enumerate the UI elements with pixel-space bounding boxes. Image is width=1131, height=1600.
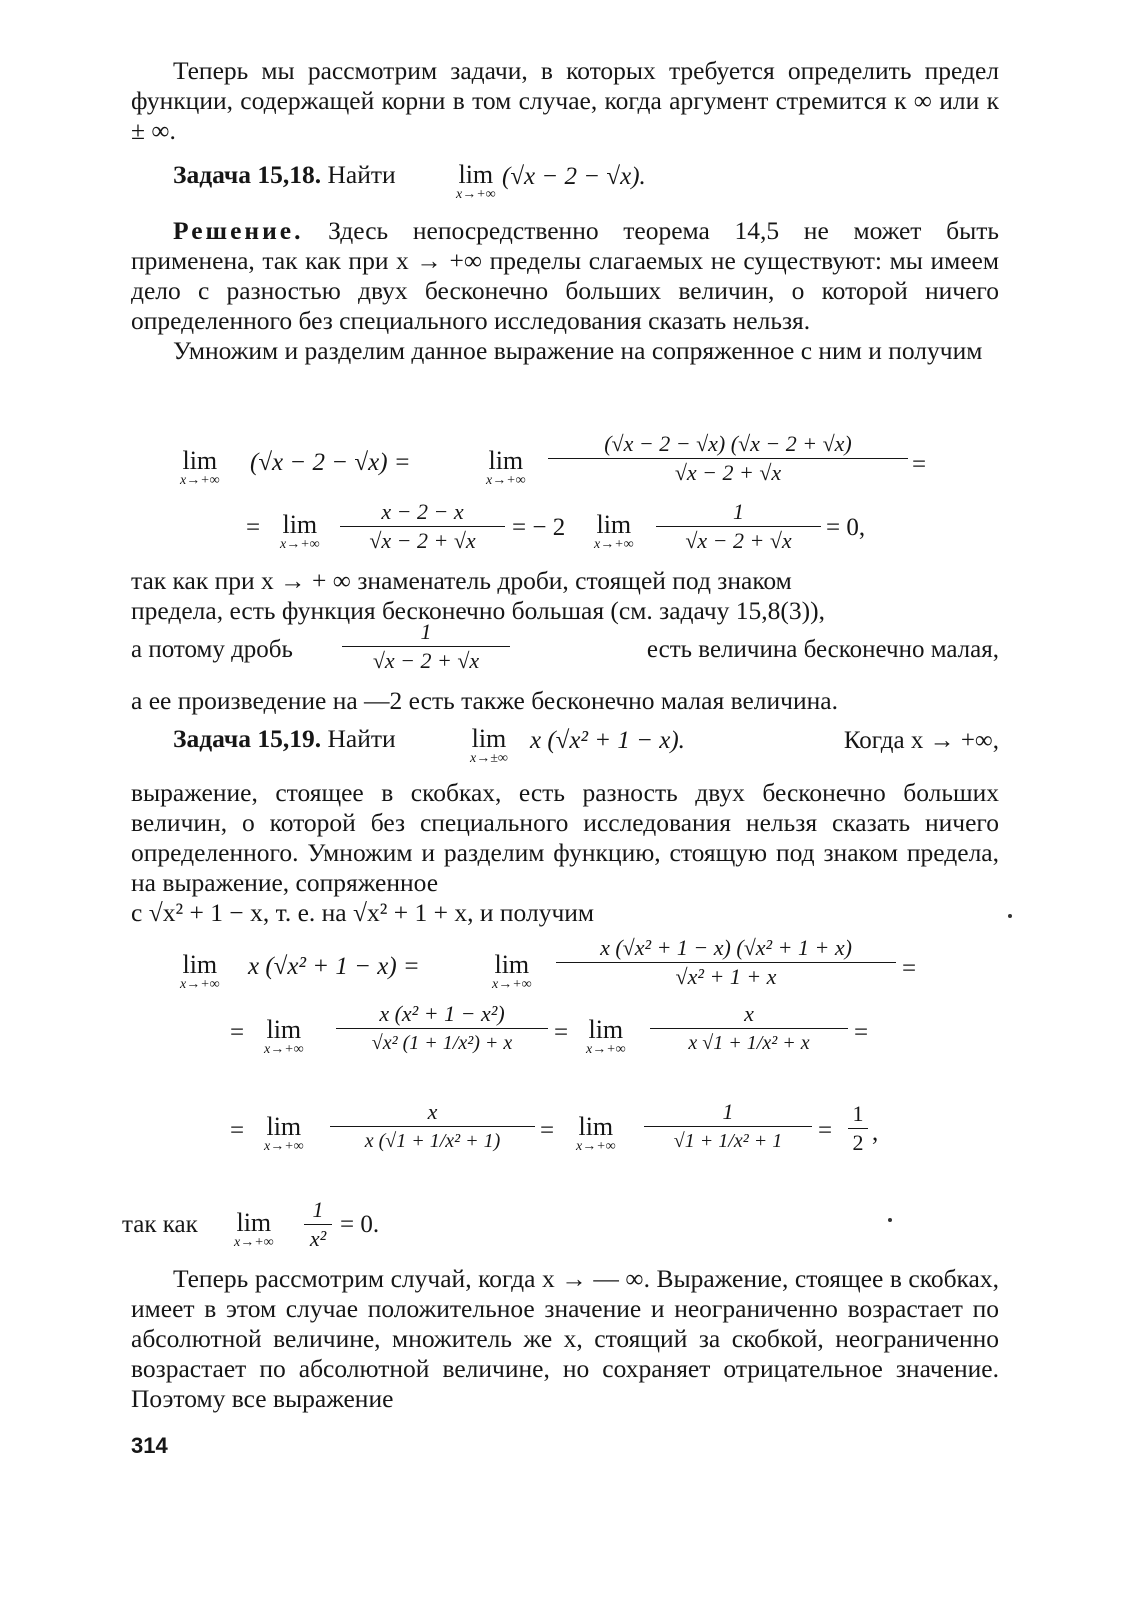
task2-last-line: с √x² + 1 − x, т. е. на √x² + 1 + x, и получим (131, 898, 595, 927)
lim-subscript: x→+∞ (234, 1235, 274, 1250)
lim-word: lim (494, 950, 530, 979)
final-text: Теперь рассмотрим случай, когда x → — ∞. Выражение, стоящее в скобках, имеет в этом случае положительное значение и неограниченно возрастает по абсолютной величине, множитель же x, стоящий за скобкой, неограниченно возрастает по абсолютной величине, но сохраняет отрицательное значение. Поэтому все выражение (131, 1264, 999, 1413)
fraction-bar (548, 458, 908, 459)
numerator: x (x² + 1 − x²) (379, 1001, 505, 1026)
since-fraction (304, 1198, 332, 1251)
explanation-1 (131, 566, 999, 626)
task2-expression: x (√x² + 1 − x). (530, 727, 685, 754)
solution-block (131, 216, 999, 366)
eq2-limit-2 (492, 952, 532, 992)
lim-subscript: x→+∞ (492, 977, 532, 992)
eq1-equals: = (912, 451, 927, 478)
lim-word: lim (266, 1112, 302, 1141)
lim-subscript: x→+∞ (280, 537, 320, 552)
intro-paragraph (131, 56, 999, 146)
eq1-fraction-3 (656, 500, 821, 553)
eq2-result-half (848, 1102, 868, 1155)
intro-text: Теперь мы рассмотрим задачи, в которых требуется определить предел функции, содержащей корни в том случае, когда аргумент стремится к ∞ или к ± ∞. (131, 56, 999, 145)
lim-word: lim (182, 950, 218, 979)
eq1-result: = 0, (826, 514, 866, 541)
eq2-fraction-2 (336, 1002, 548, 1055)
eq2-fraction-1 (556, 936, 896, 989)
denominator: √x² + 1 + x (675, 964, 777, 989)
eq1-limit-3 (280, 512, 320, 552)
task2-text: Найти (327, 724, 396, 753)
lim-word: lim (236, 1208, 272, 1237)
explanation-line-2: предела, есть функция бесконечно большая (см. задачу 15,8(3)), (131, 596, 825, 625)
lim-subscript: x→+∞ (586, 1042, 626, 1057)
eq1-mid: = − 2 (512, 514, 566, 541)
lim-subscript: x→+∞ (180, 473, 220, 488)
solution-paragraph-1: Здесь непосредственно теорема 14,5 не может быть применена, так как при x → +∞ пределы слагаемых не существуют: мы имеем дело с разностью двух бесконечно больших величин, о которой ничего определенного без специального исследования сказать нельзя. (131, 216, 1000, 335)
fraction-bar (650, 1028, 848, 1029)
lim-word: lim (588, 1015, 624, 1044)
eq1-limit-4 (594, 512, 634, 552)
since-text: так как (122, 1211, 198, 1238)
task2-label: Задача 15,19. (173, 724, 322, 753)
explanation-line-4-wrap (131, 686, 999, 716)
eq1-lhs: (√x − 2 − √x) = (250, 449, 411, 476)
explanation-fraction (342, 620, 510, 673)
lim-subscript: x→+∞ (264, 1139, 304, 1154)
numerator: x (√x² + 1 − x) (√x² + 1 + x) (600, 935, 852, 960)
lim-word: lim (596, 510, 632, 539)
task2-limit (470, 726, 508, 766)
eq2-fraction-4 (330, 1100, 535, 1153)
task2-tail: Когда x → +∞, (843, 727, 999, 754)
eq2-row3-equals-c: = (818, 1117, 833, 1144)
denominator: √x − 2 + √x (372, 648, 480, 673)
eq1-fraction-1 (548, 432, 908, 485)
since-result: = 0. (340, 1211, 380, 1238)
denominator: √x² (1 + 1/x²) + x (371, 1032, 513, 1054)
eq2-fraction-3 (650, 1002, 848, 1055)
print-speck (1008, 914, 1012, 918)
solution-label: Решение. (173, 216, 304, 245)
lim-subscript: x→+∞ (576, 1139, 616, 1154)
eq2-limit-5 (264, 1114, 304, 1154)
fraction-bar (848, 1128, 868, 1129)
denominator: x √1 + 1/x² + x (688, 1032, 810, 1054)
eq1-limit-2 (486, 448, 526, 488)
fraction-bar (342, 646, 510, 647)
numerator: (√x − 2 − √x) (√x − 2 + √x) (604, 431, 852, 456)
denominator: √x − 2 + √x (369, 528, 476, 553)
fraction-bar (330, 1126, 535, 1127)
final-paragraph (131, 1264, 999, 1414)
eq2-row3-equals-b: = (540, 1117, 555, 1144)
lim-subscript: x→+∞ (180, 977, 220, 992)
page-number: 314 (131, 1433, 168, 1458)
lim-subscript: x→+∞ (264, 1042, 304, 1057)
lim-word: lim (471, 724, 507, 753)
numerator: 1 (852, 1101, 864, 1126)
denominator: 2 (852, 1130, 864, 1155)
eq2-limit-4 (586, 1017, 626, 1057)
eq2-limit-6 (576, 1114, 616, 1154)
eq1-fraction-2 (340, 500, 505, 553)
explanation-line-1: так как при x → + ∞ знаменатель дроби, стоящей под знаком (131, 566, 792, 595)
fraction-bar (304, 1224, 332, 1225)
numerator: 1 (420, 619, 432, 644)
numerator: x (427, 1099, 438, 1124)
fraction-bar (556, 962, 896, 963)
denominator: x² (309, 1226, 327, 1251)
eq2-lhs: x (√x² + 1 − x) = (248, 953, 420, 980)
task2-body: выражение, стоящее в скобках, есть разность двух бесконечно больших величин, о которой без специального исследования нельзя сказать ничего определенного. Умножим и разделим функцию, стоящую под знаком предела, на выражение, сопряженное (131, 778, 999, 897)
lim-word: lim (578, 1112, 614, 1141)
eq2-limit-3 (264, 1017, 304, 1057)
eq2-row2-equals-b: = (554, 1019, 569, 1046)
explanation-line-3b: есть величина бесконечно малая, (646, 636, 999, 663)
eq2-comma: , (872, 1119, 879, 1146)
denominator: √1 + 1/x² + 1 (673, 1130, 783, 1152)
lim-subscript: x→+∞ (486, 473, 526, 488)
eq1-limit-1 (180, 448, 220, 488)
fraction-bar (656, 526, 821, 527)
denominator: √x − 2 + √x (674, 460, 782, 485)
solution-paragraph-2: Умножим и разделим данное выражение на сопряженное с ним и получим (173, 336, 983, 365)
eq2-row2-equals-c: = (854, 1019, 869, 1046)
fraction-bar (340, 526, 505, 527)
numerator: x − 2 − x (381, 499, 464, 524)
since-limit (234, 1210, 274, 1250)
eq2-equals: = (902, 955, 917, 982)
task1-label: Задача 15,18. (173, 160, 322, 189)
eq2-limit-1 (180, 952, 220, 992)
numerator: 1 (733, 499, 744, 524)
numerator: 1 (722, 1099, 734, 1124)
fraction-bar (644, 1126, 812, 1127)
denominator: √x − 2 + √x (685, 528, 792, 553)
lim-word: lim (488, 446, 524, 475)
task2-body-wrap (131, 778, 999, 928)
numerator: x (744, 1001, 754, 1026)
explanation-line-4: а ее произведение на —2 есть также бесконечно малая величина. (131, 686, 838, 715)
lim-subscript: x→±∞ (470, 751, 508, 766)
lim-word: lim (282, 510, 318, 539)
task1-text: Найти (327, 160, 396, 189)
eq2-fraction-5 (644, 1100, 812, 1153)
lim-word: lim (458, 160, 494, 189)
lim-subscript: x→+∞ (594, 537, 634, 552)
eq2-row3-equals: = (230, 1117, 245, 1144)
print-speck (888, 1218, 892, 1222)
eq2-row2-equals: = (230, 1019, 245, 1046)
explanation-line-3a: а потому дробь (131, 636, 293, 663)
lim-word: lim (266, 1015, 302, 1044)
lim-subscript: x→+∞ (456, 187, 496, 202)
lim-word: lim (182, 446, 218, 475)
denominator: x (√1 + 1/x² + 1) (364, 1130, 501, 1152)
eq1-row2-equals: = (246, 514, 261, 541)
fraction-bar (336, 1028, 548, 1029)
task1-limit (456, 162, 496, 202)
task1-expression: (√x − 2 − √x). (502, 163, 646, 190)
numerator: 1 (312, 1197, 324, 1222)
